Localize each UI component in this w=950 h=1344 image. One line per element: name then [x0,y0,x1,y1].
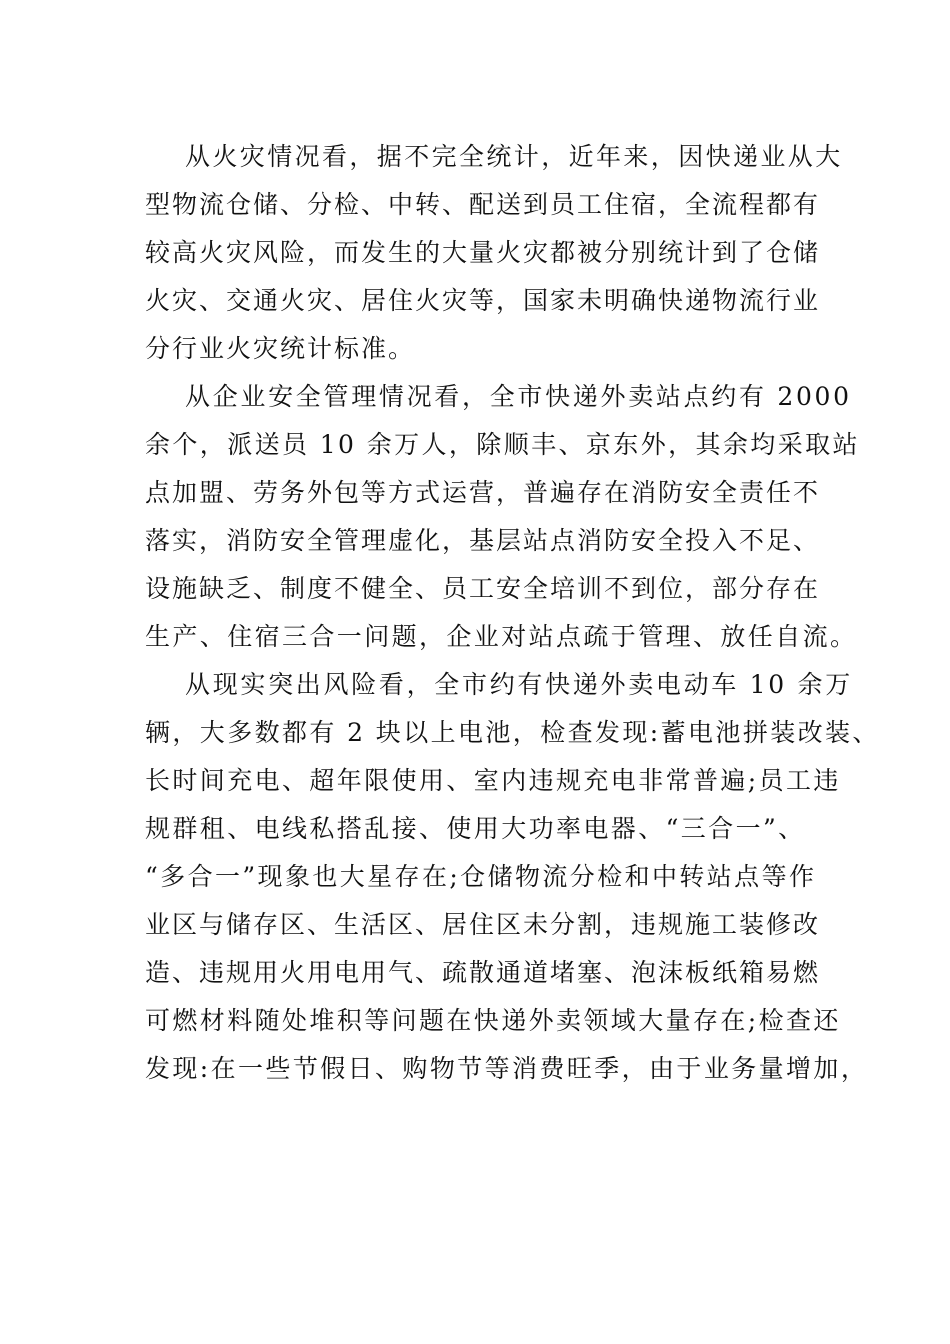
paragraph-safety-management [145,373,860,661]
paragraph-practical-risks [145,661,880,1093]
text-line: 可燃材料随处堆积等问题在快递外卖领域大量存在;检查还 [145,1006,841,1035]
text-line: 发现:在一些节假日、购物节等消费旺季，由于业务量增加， [145,1054,869,1083]
text-line: 从企业安全管理情况看，全市快递外卖站点约有 2000 [185,382,852,411]
text-line: 规群租、电线私搭乱接、使用大功率电器、“三合一”、 [145,814,806,843]
text-line: 设施缺乏、制度不健全、员工安全培训不到位，部分存在 [145,574,821,603]
text-line: 业区与储存区、生活区、居住区未分割，违规施工装修改 [145,910,821,939]
text-line: 从火灾情况看，据不完全统计，近年来，因快递业从大 [185,142,843,171]
text-line: 长时间充电、超年限使用、室内违规充电非常普遍;员工违 [145,766,841,795]
text-line: 落实，消防安全管理虚化，基层站点消防安全投入不足、 [145,526,821,555]
text-line: 型物流仓储、分检、中转、配送到员工住宿，全流程都有 [145,190,821,219]
text-line: 火灾、交通火灾、居住火灾等，国家未明确快递物流行业 [145,286,821,315]
text-line: 造、违规用火用电用气、疏散通道堵塞、泡沫板纸箱易燃 [145,958,821,987]
text-line: 点加盟、劳务外包等方式运营，普遍存在消防安全责任不 [145,478,821,507]
text-line: 较高火灾风险，而发生的大量火灾都被分别统计到了仓储 [145,238,821,267]
text-line: 辆，大多数都有 2 块以上电池，检查发现:蓄电池拼装改装、 [145,718,880,747]
text-line: 分行业火灾统计标准。 [145,334,416,363]
document-body [145,133,880,1093]
text-line: 从现实突出风险看，全市约有快递外卖电动车 10 余万 [185,670,853,699]
text-line: 生产、住宿三合一问题，企业对站点疏于管理、放任自流。 [145,622,858,651]
text-line: “多合一”现象也大星存在;仓储物流分检和中转站点等作 [145,862,817,891]
text-line: 余个，派送员 10 余万人，除顺丰、京东外，其余均采取站 [145,430,860,459]
paragraph-fire-statistics [145,133,843,373]
